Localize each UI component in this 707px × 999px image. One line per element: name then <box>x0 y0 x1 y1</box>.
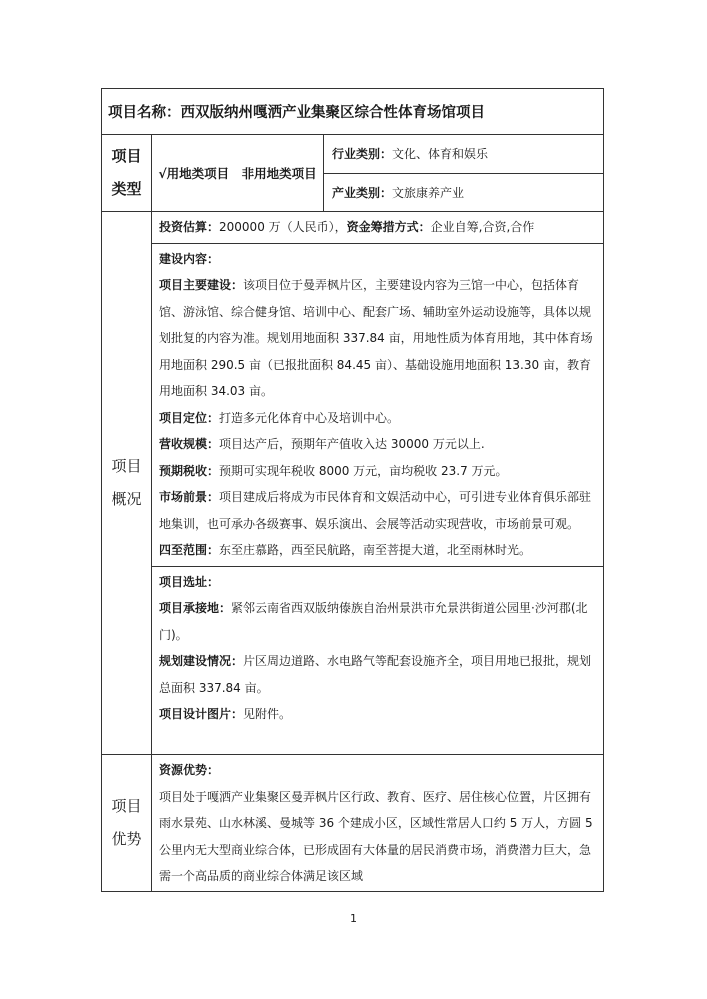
market-prospect: 市场前景：项目建成后将成为市民体育和文娱活动中心，可引进专业体育俱乐部驻地集训，也可承办各级赛事、娱乐演出、会展等活动实现营收，市场前景可观。 <box>159 490 592 531</box>
project-advantage-content: 资源优势： 项目处于嘎洒产业集聚区曼弄枫片区行政、教育、医疗、居住核心位置，片区拥有雨水景苑、山水林溪、曼城等 36 个建成小区，区域性常居人口约 5 万人，方圆 5 公里内无大型商业综合体，已形成固有大体量的居民消费市场，消费潜力巨大，急需一个高品质的商业综合体满足该区域 <box>152 755 603 891</box>
category-cells <box>324 135 603 211</box>
sector-category: 产业类别： 文旅康养产业 <box>324 173 603 212</box>
main-construction: 项目主要建设：该项目位于曼弄枫片区，主要建设内容为三馆一中心，包括体育馆、游泳馆、综合健身馆、培训中心、配套广场、辅助室外运动设施等，具体以规划批复的内容为准。规划用地面积 337.84 亩，用地性质为体育用地，其中体育场用地面积 290.5 亩（已报批面积 84.45 亩）、基础设施用地面积 13.30 亩，教育用地面积 34.03 亩。 <box>159 278 593 398</box>
resource-advantage-text: 项目处于嘎洒产业集聚区曼弄枫片区行政、教育、医疗、居住核心位置，片区拥有雨水景苑、山水林溪、曼城等 36 个建成小区，区域性常居人口约 5 万人，方圆 5 公里内无大型商业综合体，已形成固有大体量的居民消费市场，消费潜力巨大，急需一个高品质的商业综合体满足该区域 <box>159 789 593 883</box>
project-overview-row <box>102 211 603 754</box>
project-advantage-label: 项目 优势 <box>102 755 152 891</box>
project-type-label: 项目 类型 <box>102 135 152 211</box>
planning-status: 规划建设情况：片区周边道路、水电路气等配套设施齐全，项目用地已报批，规划总面积 337.84 亩。 <box>159 654 592 695</box>
project-advantage-row <box>102 754 603 891</box>
construction-content: 建设内容： 项目主要建设：该项目位于曼弄枫片区，主要建设内容为三馆一中心，包括体育馆、游泳馆、综合健身馆、培训中心、配套广场、辅助室外运动设施等，具体以规划批复的内容为准。规划用地面积 337.84 亩，用地性质为体育用地，其中体育场用地面积 290.5 亩（已报批面积 84.45 亩）、基础设施用地面积 13.30 亩，教育用地面积 34.03 亩。 项目定位：打造多元化体育中心及培训中心。 营收规模：项目达产后，预期年产值收入达 30000 万元以上. 预期税收：预期可实现年税收 8000 万元，亩均税收 23.7 万元。 市场前景：项目建成后将成为市民体育和文娱活动中心，可引进专业体育俱乐部驻地集训，也可承办各级赛事、娱乐演出、会展等活动实现营收，市场前景可观。 四至范围：东至庄慕路，西至民航路，南至菩提大道，北至雨林时光。 <box>152 243 603 566</box>
project-overview-content <box>152 212 603 754</box>
project-type-row <box>102 134 603 211</box>
project-site: 项目选址： 项目承接地：紧邻云南省西双版纳傣族自治州景洪市允景洪街道公园里·沙河郡(北门)。 规划建设情况：片区周边道路、水电路气等配套设施齐全，项目用地已报批，规划总面积 337.84 亩。 项目设计图片：见附件。 <box>152 566 603 730</box>
land-type-option: √用地类项目 非用地类项目 <box>152 135 324 211</box>
page-number: 1 <box>350 912 357 925</box>
host-location: 项目承接地：紧邻云南省西双版纳傣族自治州景洪市允景洪街道公园里·沙河郡(北门)。 <box>159 601 588 642</box>
revenue-scale: 营收规模：项目达产后，预期年产值收入达 30000 万元以上. <box>159 437 485 451</box>
project-name-row <box>102 89 603 134</box>
project-overview-label: 项目 概况 <box>102 212 152 754</box>
design-images: 项目设计图片：见附件。 <box>159 707 292 721</box>
project-name-value: 西双版纳州嘎洒产业集聚区综合性体育场馆项目 <box>180 105 485 121</box>
investment-line: 投资估算：200000 万（人民币），资金筹措方式：企业自筹,合资,合作 <box>159 220 535 234</box>
project-name-label: 项目名称： <box>108 105 181 121</box>
project-table <box>101 88 604 892</box>
expected-tax: 预期税收：预期可实现年税收 8000 万元，亩均税收 23.7 万元。 <box>159 463 508 478</box>
project-position: 项目定位：打造多元化体育中心及培训中心。 <box>159 410 400 425</box>
boundary-scope: 四至范围：东至庄慕路，西至民航路，南至菩提大道，北至雨林时光。 <box>159 543 532 557</box>
industry-category: 行业类别： 文化、体育和娱乐 <box>332 147 489 162</box>
